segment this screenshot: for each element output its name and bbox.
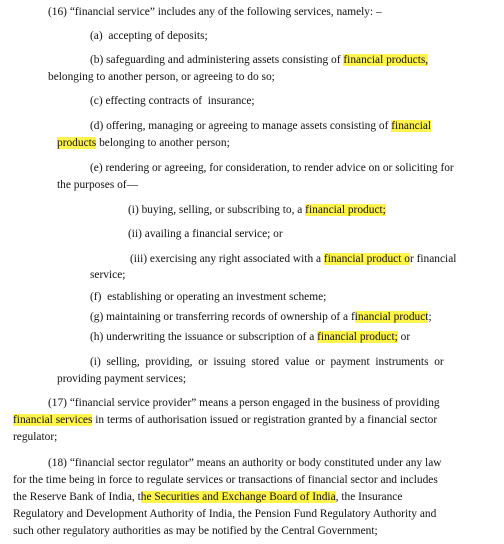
definition-18-line5: such other regulatory authorities as may be notified by the Central Government; <box>13 525 378 537</box>
definition-18-line1: (18) “financial sector regulator” means an authority or body constituted under any law <box>48 457 442 469</box>
clause-c: (c) effecting contracts of insurance; <box>90 95 255 107</box>
definition-18-line4: Regulatory and Development Authority of India, the Pension Fund Regulatory Authority and <box>13 508 437 520</box>
definition-17-line2 <box>13 412 437 429</box>
definition-17-line3: regulator; <box>13 431 58 443</box>
definition-18-line2: for the time being in force to regulate services or transactions of financial sector and includes <box>13 474 438 486</box>
definition-17-line2-text: in terms of authorisation issued or registration granted by a financial sector <box>92 414 438 426</box>
clause-g-text: (g) maintaining or transferring records of ownership of a f <box>90 311 355 323</box>
subclause-e-iii-tail: r financial <box>409 253 457 265</box>
subclause-e-iii-line1 <box>130 251 456 268</box>
highlight-inancial-product: inancial product <box>354 311 429 323</box>
clause-d-line2 <box>57 135 230 152</box>
clause-d-text: (d) offering, managing or agreeing to manage assets consisting of <box>90 120 392 132</box>
clause-b-line2: belonging to another person, or agreeing to do so; <box>48 71 275 83</box>
subclause-e-ii: (ii) availing a financial service; or <box>128 228 283 240</box>
clause-i-line2: providing payment services; <box>57 373 187 385</box>
subclause-e-iii-line2: service; <box>90 269 126 281</box>
definition-18-line3 <box>13 489 402 506</box>
clause-i-line1: (i) selling, providing, or issuing stored value or payment instruments or <box>90 356 444 368</box>
clause-e-line1: (e) rendering or agreeing, for consideration, to render advice on or soliciting for <box>90 162 454 174</box>
highlight-financial-product-h: financial product; <box>317 331 398 343</box>
highlight-products: products <box>57 137 97 149</box>
subclause-e-i <box>128 202 386 219</box>
clause-h-text: (h) underwriting the issuance or subscription of a <box>90 331 318 343</box>
clause-g-tail: ; <box>428 311 432 323</box>
clause-b-text: (b) safeguarding and administering assets consisting of <box>90 54 344 66</box>
highlight-financial-product: financial product; <box>305 204 386 216</box>
clause-d-tail: belonging to another person; <box>96 137 230 149</box>
highlight-financial-products: financial products, <box>343 54 429 66</box>
clause-b-line1 <box>90 52 428 69</box>
definition-18-line3-tail: , the Insurance <box>335 491 403 503</box>
highlight-sebi: he Securities and Exchange Board of India <box>140 491 336 503</box>
subclause-e-i-text: (i) buying, selling, or subscribing to, a <box>128 204 306 216</box>
definition-17-line1: (17) “financial service provider” means a person engaged in the business of providing <box>48 397 440 409</box>
clause-e-line2: the purposes of— <box>57 179 138 191</box>
clause-h-tail: or <box>397 331 411 343</box>
clause-f: (f) establishing or operating an investment scheme; <box>90 291 327 303</box>
clause-g <box>90 309 432 326</box>
definition-16-intro: (16) “financial service” includes any of the following services, namely: – <box>48 6 382 18</box>
highlight-financial-services: financial services <box>13 414 93 426</box>
definition-18-line3-text: the Reserve Bank of India, t <box>13 491 141 503</box>
highlight-financial-product-or: financial product o <box>323 253 410 265</box>
clause-d-line1 <box>90 118 431 135</box>
highlight-financial: financial <box>391 120 432 132</box>
subclause-e-iii-text: (iii) exercising any right associated with a <box>130 253 324 265</box>
clause-a: (a) accepting of deposits; <box>90 30 208 42</box>
clause-h <box>90 329 410 346</box>
